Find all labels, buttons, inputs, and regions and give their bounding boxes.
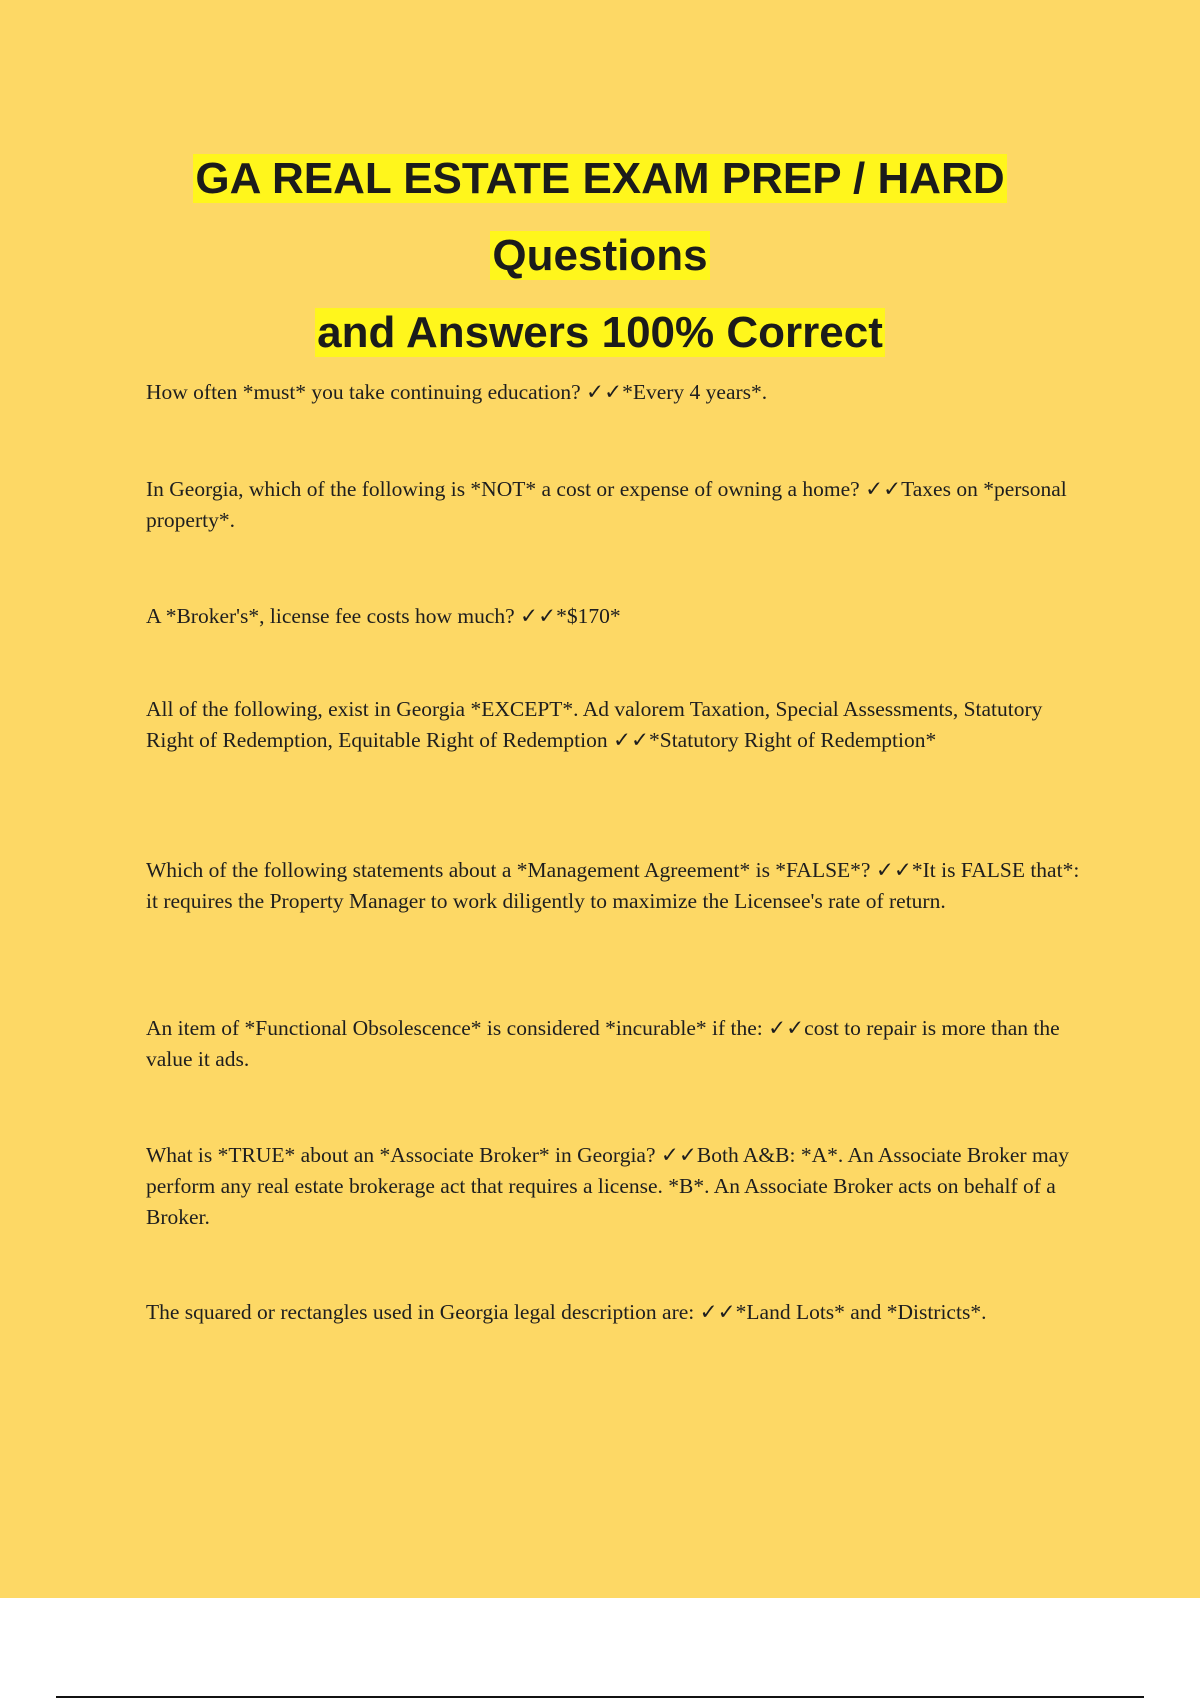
qa-item-7: What is *TRUE* about an *Associate Broker* in Georgia? ✓✓Both A&B: *A*. An Associate Broker may perform any real estate brokerage act that requires a license. *B*. An Associate Broker acts on behalf of a Broker. [146,1143,1069,1229]
qa-item-5: Which of the following statements about a *Management Agreement* is *FALSE*? ✓✓*It is FALSE that*: it requires the Property Manager to work diligently to maximize the Licensee's rate of return. [146,858,1080,913]
title-line-3 [0,294,1200,371]
qa-item-6: An item of *Functional Obsolescence* is considered *incurable* if the: ✓✓cost to repair is more than the value it ads. [146,1016,1060,1071]
qa-item-2: In Georgia, which of the following is *NOT* a cost or expense of owning a home? ✓✓Taxes on *personal property*. [146,477,1067,532]
title-line-1-text: GA REAL ESTATE EXAM PREP / HARD [195,154,1005,203]
title-line-2-text: Questions [492,231,708,280]
qa-item-4: All of the following, exist in Georgia *EXCEPT*. Ad valorem Taxation, Special Assessments, Statutory Right of Redemption, Equitable Right of Redemption ✓✓*Statutory Right of Redemption* [146,697,1043,752]
qa-item-8: The squared or rectangles used in Georgia legal description are: ✓✓*Land Lots* and *Districts*. [146,1300,987,1324]
document-title [0,140,1200,371]
title-line-3-text: and Answers 100% Correct [317,308,883,357]
footer-divider [56,1696,1144,1698]
qa-item-3: A *Broker's*, license fee costs how much? ✓✓*$170* [146,604,621,628]
qa-item-1: How often *must* you take continuing education? ✓✓*Every 4 years*. [146,380,768,404]
title-line-1 [0,140,1200,217]
title-line-2 [0,217,1200,294]
